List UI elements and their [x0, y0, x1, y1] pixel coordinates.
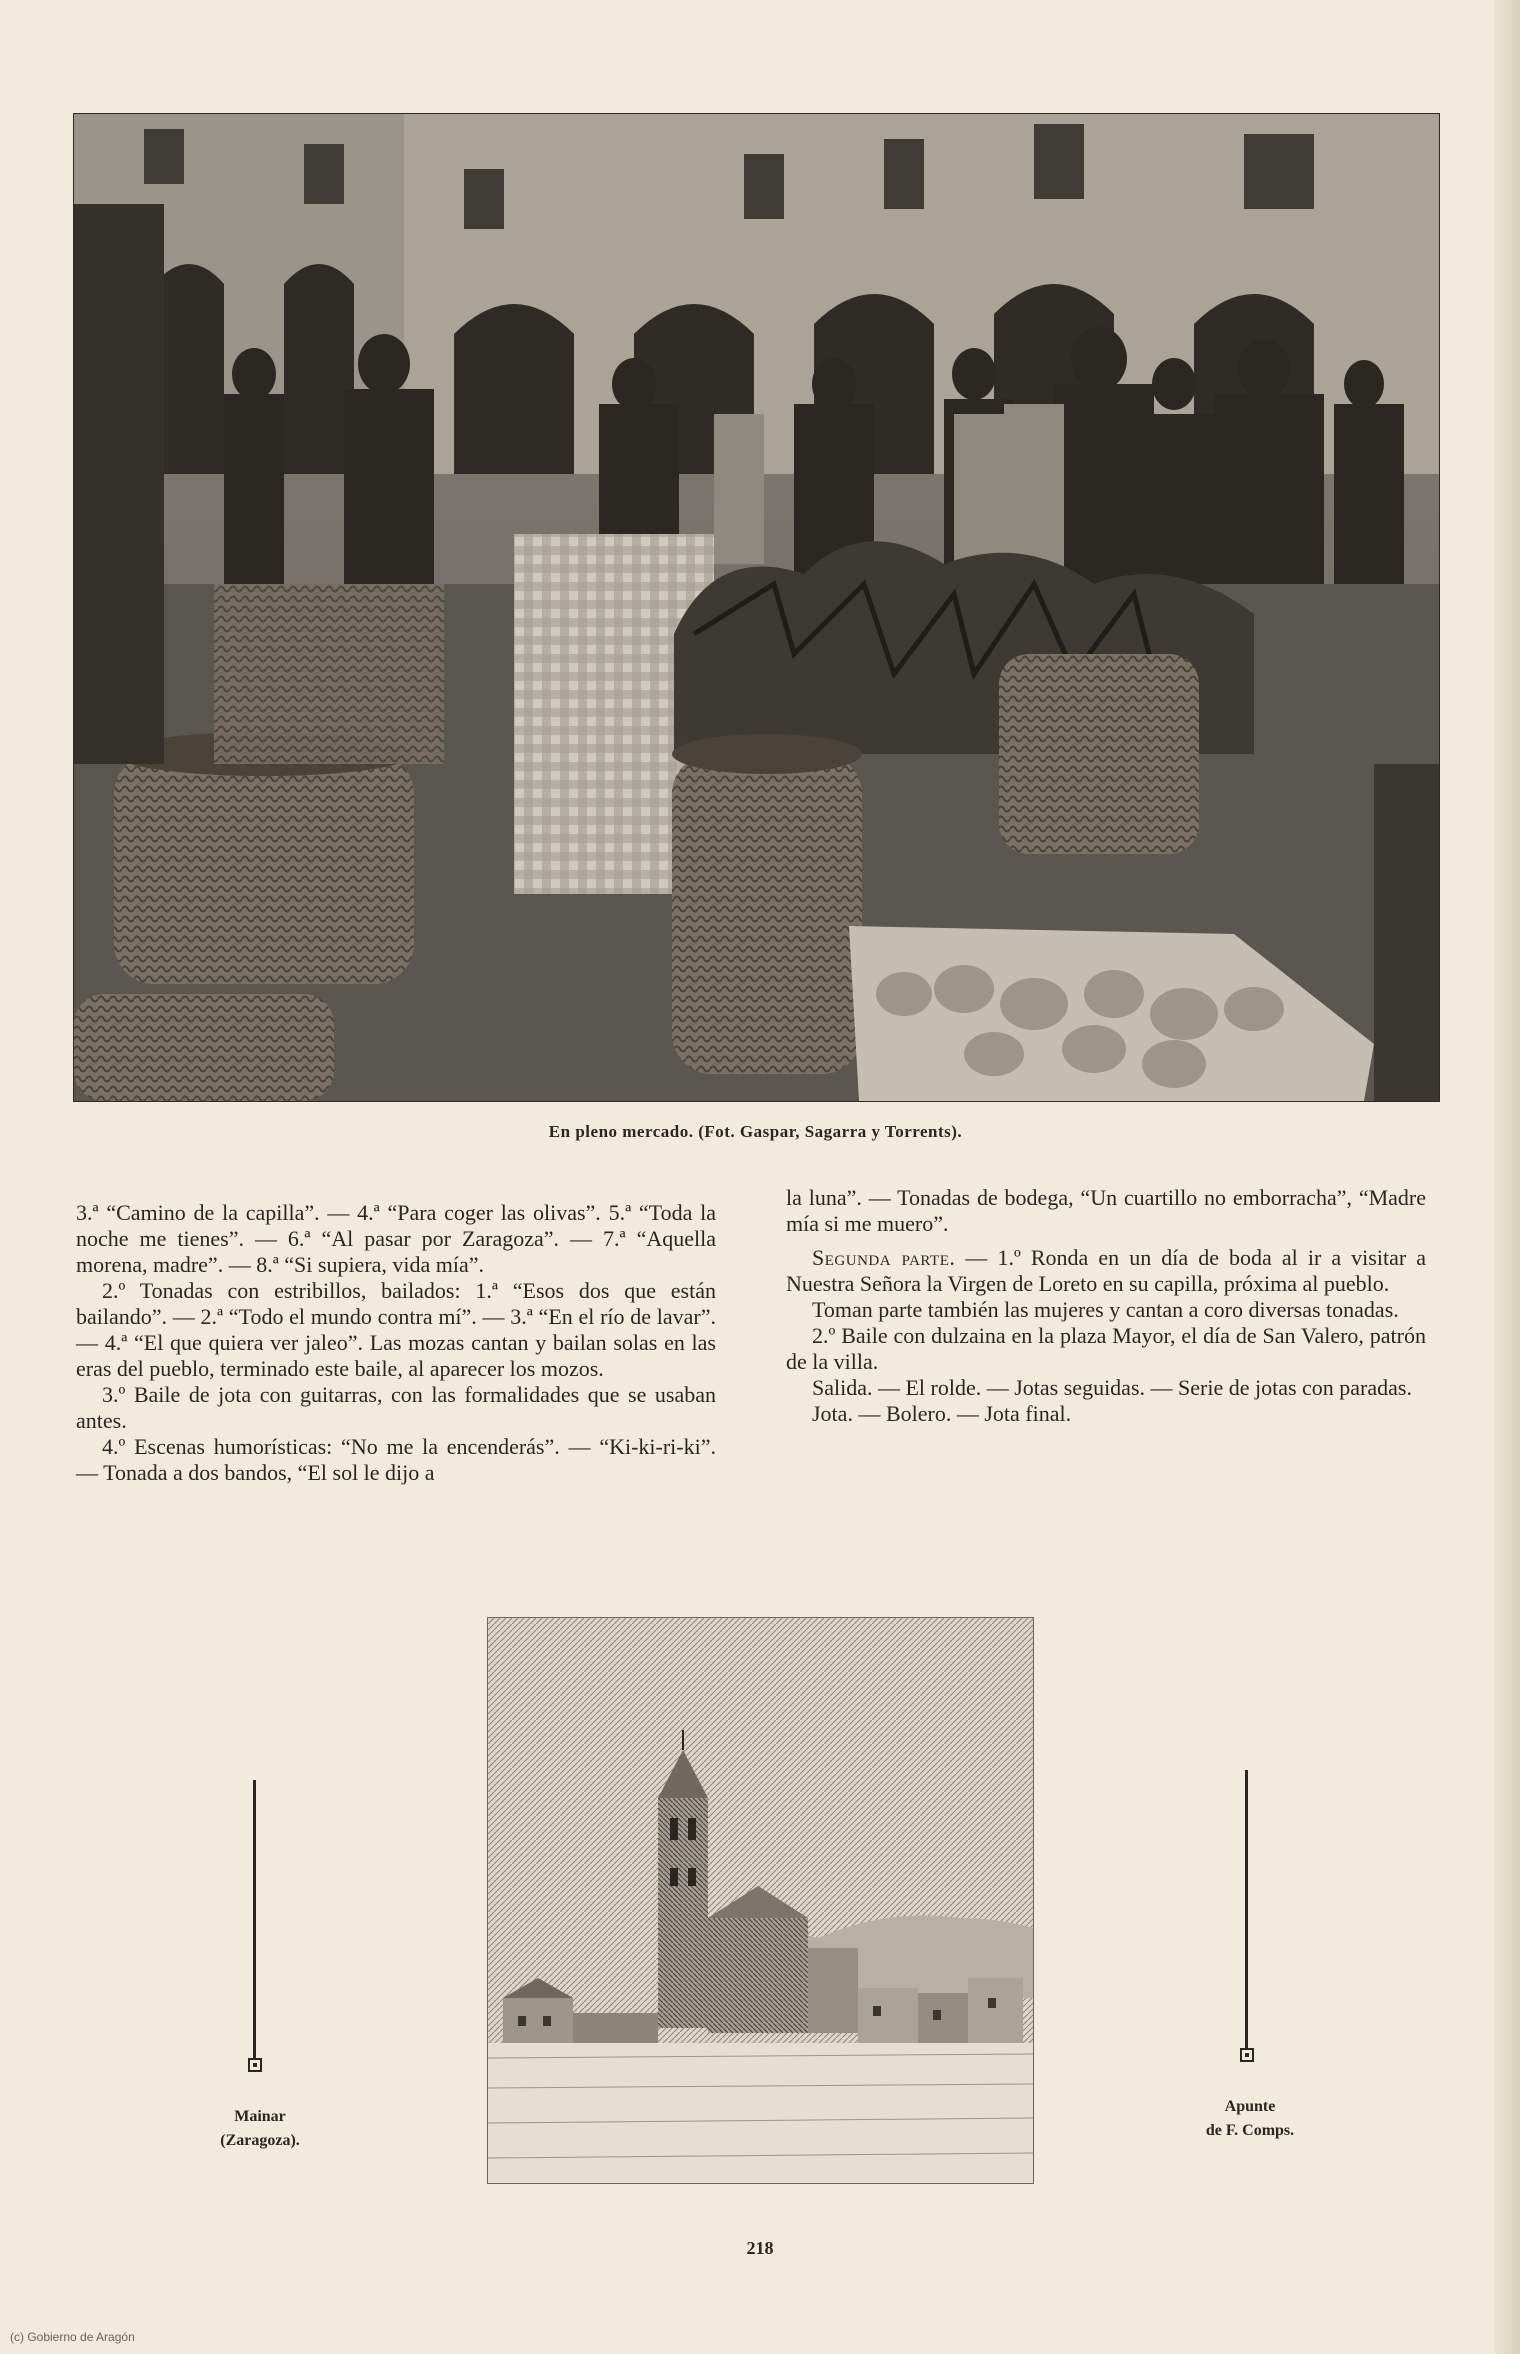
text-column-left: [76, 1200, 716, 1486]
caption-author: de F. Comps.: [1205, 2122, 1295, 2139]
text-column-right: [786, 1185, 1426, 1427]
decorative-rule-left: [253, 1780, 256, 2060]
paragraph: 3.ª “Camino de la capilla”. — 4.ª “Para coger las olivas”. 5.ª “Toda la noche me tienes”. — 6.ª “Al pasar por Zaragoza”. — 7.ª “Aquella morena, madre”. — 8.ª “Si supiera, vida mía”.: [76, 1200, 716, 1277]
photo-caption: En pleno mercado. (Fot. Gaspar, Sagarra y Torrents).: [548, 1122, 963, 1141]
mainar-sketch: [487, 1617, 1034, 2184]
decorative-square-right: [1240, 2048, 1254, 2062]
paragraph: Jota. — Bolero. — Jota final.: [812, 1401, 1072, 1426]
location-region: (Zaragoza).: [220, 2132, 300, 2149]
paragraph: la luna”. — Tonadas de bodega, “Un cuartillo no emborracha”, “Madre mía si me muero”.: [786, 1185, 1426, 1236]
paragraph: Toman parte también las mujeres y cantan a coro diversas tonadas.: [812, 1297, 1399, 1322]
location-name: Mainar: [234, 2108, 286, 2125]
paragraph: 2.º Baile con dulzaina en la plaza Mayor, el día de San Valero, patrón de la villa.: [786, 1323, 1426, 1374]
section-heading: Segunda parte.: [812, 1245, 956, 1270]
paragraph: 2.º Tonadas con estribillos, bailados: 1.ª “Esos dos que están bailando”. — 2.ª “Todo el mundo contra mí”. — 3.ª “En el río de lavar”. — 4.ª “El que quiera ver jaleo”. Las mozas cantan y bailan solas en las eras del pueblo, terminado este baile, al aparecer los mozos.: [76, 1278, 716, 1381]
decorative-rule-right: [1245, 1770, 1248, 2050]
paragraph: 3.º Baile de jota con guitarras, con las formalidades que se usaban antes.: [76, 1382, 716, 1433]
decorative-square-left: [248, 2058, 262, 2072]
section-text: — 1.º Ronda en un día de boda al ir a visitar a Nuestra Señora la Virgen de Loreto en su capilla, próxima al pueblo.: [786, 1245, 1426, 1296]
sketch-author-caption: [1170, 2095, 1330, 2143]
page-edge: [1494, 0, 1520, 2354]
sketch-location-caption: [180, 2105, 340, 2153]
paragraph: 4.º Escenas humorísticas: “No me la encenderás”. — “Ki-ki-ri-ki”. — Tonada a dos bandos, “El sol le dijo a: [76, 1434, 716, 1485]
caption-label: Apunte: [1224, 2098, 1276, 2115]
paragraph: Salida. — El rolde. — Jotas seguidas. — Serie de jotas con paradas.: [812, 1375, 1412, 1400]
copyright-notice: (c) Gobierno de Aragón: [10, 2330, 135, 2344]
page-number: 218: [746, 2238, 774, 2258]
paragraph: [786, 1245, 1426, 1297]
market-photo: [73, 113, 1440, 1102]
